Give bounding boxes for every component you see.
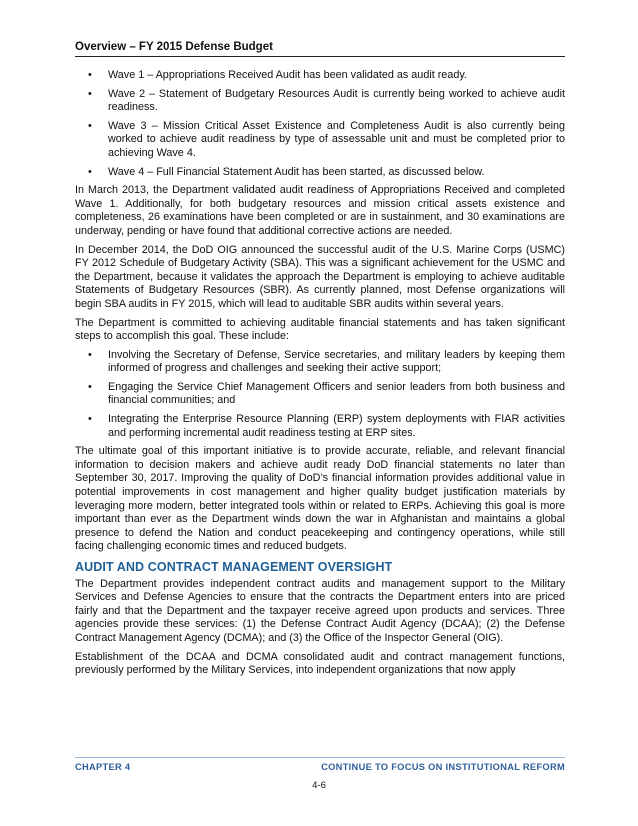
paragraph-audit-services: The Department provides independent contract audits and management support to the Military Services and Defense Agencies to ensure that the contracts the Department enters into are priced fairly and that the Department and the taxpayer receive agreed upon products and services. Three agencies provide these services: (1) the Defense Contract Audit Agency (DCAA); (2) the Defense Contract Management Agency (DCMA); and (3) the Office of the Inspector General (OIG). xyxy=(75,577,565,644)
paragraph-ultimate-goal: The ultimate goal of this important initiative is to provide accurate, reliable, and relevant financial information to decision makers and achieve audit ready DoD financial statements no later than September 30, 2017. Improving the quality of DoD’s financial information provides additional value in potential improvements in cost management and higher quality budget justification materials by leveraging more modern, better integrated tools within or related to ERPs. Achieving this goal is more important than ever as the Department winds down the war in Afghanistan and maintains a global presence to defend the Nation and conduct peacekeeping and contingency operations, while still facing challenging economic times and reduced budgets. xyxy=(75,445,565,553)
list-item: • Wave 2 – Statement of Budgetary Resources Audit is currently being worked to achieve audit readiness. xyxy=(75,88,565,115)
running-header: Overview – FY 2015 Defense Budget xyxy=(75,41,565,57)
paragraph-december-2014: In December 2014, the DoD OIG announced the successful audit of the U.S. Marine Corps (USMC) FY 2012 Schedule of Budgetary Activity (SBA). This was a significant achievement for the USMC and the Department, because it validates the approach the Department is employing to achieve auditable Statements of Budgetary Resources (SBR). As currently planned, most Defense organizations will begin SBA audits in FY 2015, which will lead to auditable SBR audits within several years. xyxy=(75,243,565,310)
list-item: • Involving the Secretary of Defense, Service secretaries, and military leaders by keeping them informed of progress and challenges and seeking their active support; xyxy=(75,349,565,376)
footer-section-title: CONTINUE TO FOCUS ON INSTITUTIONAL REFORM xyxy=(321,762,565,772)
section-heading: AUDIT AND CONTRACT MANAGEMENT OVERSIGHT xyxy=(75,560,393,574)
list-item: • Engaging the Service Chief Management Officers and senior leaders from both business and financial communities; and xyxy=(75,381,565,408)
list-item: • Integrating the Enterprise Resource Planning (ERP) system deployments with FIAR activities and performing incremental audit readiness testing at ERP sites. xyxy=(75,413,565,440)
footer-divider xyxy=(75,757,565,758)
page-number: 4-6 xyxy=(312,780,326,791)
paragraph-establishment: Establishment of the DCAA and DCMA consolidated audit and contract management functions, previously performed by the Military Services, into independent organizations that now apply xyxy=(75,650,565,677)
wave-list xyxy=(75,69,565,179)
page-content xyxy=(75,69,565,683)
list-item: • Wave 3 – Mission Critical Asset Existence and Completeness Audit is also currently being worked to achieve audit readiness by type of assessable unit and must be completed prior to achieving Wave 4. xyxy=(75,120,565,161)
paragraph-march-2013: In March 2013, the Department validated audit readiness of Appropriations Received and completed Wave 1. Additionally, for both budgetary resources and mission critical assets existence and completeness, 26 examinations have been completed or are in sustainment, and 30 examinations are underway, pending or have found that additional corrective actions are needed. xyxy=(75,184,565,237)
steps-list xyxy=(75,349,565,441)
paragraph-committed: The Department is committed to achieving auditable financial statements and has taken significant steps to accomplish this goal. These include: xyxy=(75,316,565,343)
list-item: • Wave 4 – Full Financial Statement Audit has been started, as discussed below. xyxy=(75,166,565,180)
footer-chapter: CHAPTER 4 xyxy=(75,762,131,772)
list-item: • Wave 1 – Appropriations Received Audit has been validated as audit ready. xyxy=(75,69,565,83)
